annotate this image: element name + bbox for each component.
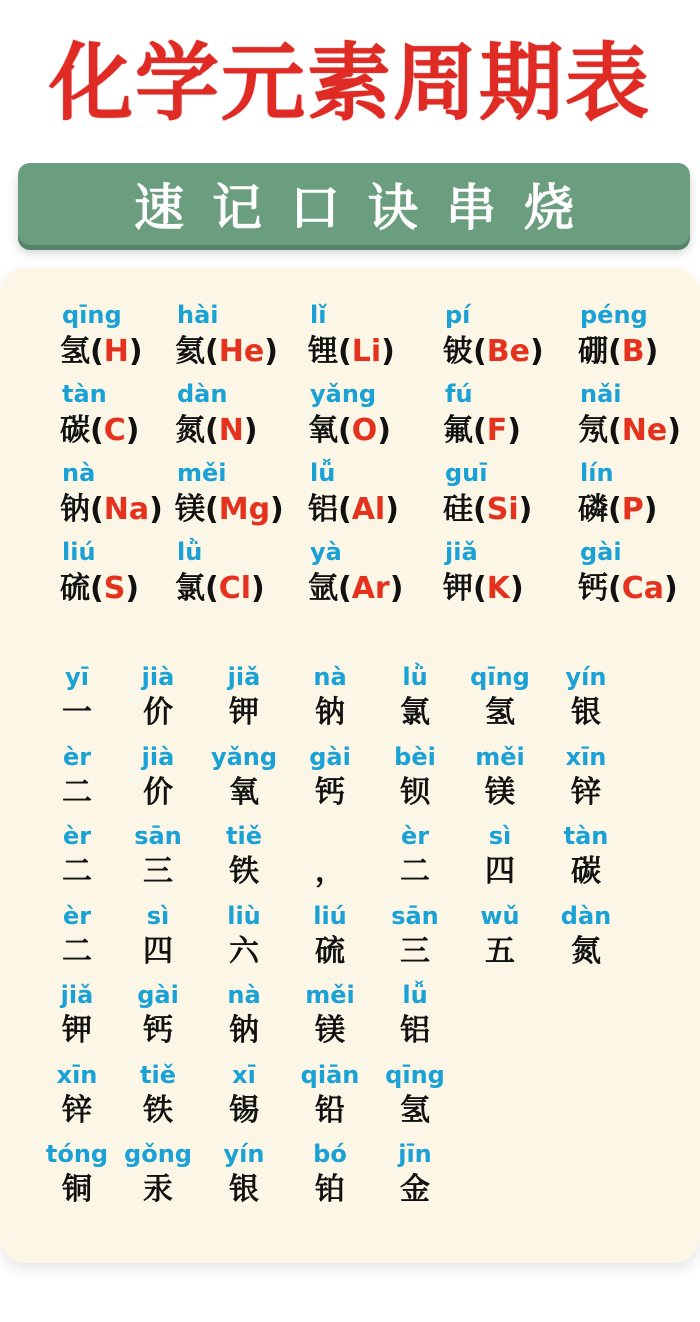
mnemonic-cell (35, 1060, 119, 1132)
mnemonic-cell (288, 662, 372, 734)
mnemonic-character: 银 (229, 1172, 259, 1207)
close-paren: ) (529, 334, 544, 369)
mnemonic-character: 铁 (229, 854, 259, 889)
mnemonic-pinyin: sān (134, 822, 182, 850)
element-name-line (443, 409, 573, 453)
mnemonic-cell (202, 662, 286, 734)
mnemonic-character: 三 (400, 934, 430, 969)
mnemonic-pinyin: tiě (140, 1061, 176, 1089)
mnemonic-character: 锌 (62, 1093, 92, 1128)
mnemonic-pinyin: jiǎ (60, 981, 94, 1009)
mnemonic-pinyin: jià (141, 663, 175, 691)
mnemonic-cell (458, 821, 542, 893)
mnemonic-pinyin: èr (400, 822, 430, 850)
mnemonic-character: 镁 (315, 1013, 345, 1048)
mnemonic-pinyin: yī (65, 663, 89, 691)
open-paren: ( (90, 492, 104, 527)
open-paren: ( (473, 334, 487, 369)
mnemonic-character: 三 (143, 854, 173, 889)
close-paren: ) (243, 413, 258, 448)
mnemonic-cell (373, 662, 457, 734)
element-cell (578, 537, 700, 611)
open-paren: ( (608, 492, 622, 527)
element-name-line (175, 330, 305, 374)
close-paren: ) (381, 334, 395, 369)
element-pinyin: guī (445, 459, 488, 487)
element-pinyin: tàn (62, 380, 107, 408)
mnemonic-character: 碳 (571, 854, 601, 889)
mnemonic-cell (288, 1139, 372, 1211)
mnemonic-character: 氢 (485, 695, 515, 730)
close-paren: ) (270, 492, 284, 527)
element-symbol: Ne (621, 413, 668, 448)
element-name-line (60, 567, 190, 611)
mnemonic-pinyin: èr (62, 902, 92, 930)
mnemonic-pinyin: měi (475, 743, 525, 771)
element-name-line (308, 567, 438, 611)
open-paren: ( (608, 334, 622, 369)
element-symbol: O (351, 413, 378, 448)
element-cell (60, 458, 190, 532)
mnemonic-pinyin: qiān (300, 1061, 360, 1089)
element-symbol: S (103, 571, 126, 606)
mnemonic-character: 氮 (571, 934, 601, 969)
mnemonic-character: 氯 (400, 695, 430, 730)
element-symbol: Ca (621, 571, 664, 606)
open-paren: ( (90, 413, 104, 448)
element-cell (308, 458, 438, 532)
mnemonic-pinyin: xīn (56, 1061, 98, 1089)
element-symbol: Ar (351, 571, 390, 606)
element-character: 氩 (308, 571, 338, 606)
mnemonic-character: 一 (62, 695, 92, 730)
mnemonic-character: ， (315, 854, 345, 889)
element-name-line (60, 409, 190, 453)
close-paren: ) (663, 571, 678, 606)
element-character: 氮 (175, 413, 205, 448)
mnemonic-character: 钾 (229, 695, 259, 730)
mnemonic-character: 价 (143, 695, 173, 730)
mnemonic-cell (116, 1060, 200, 1132)
element-symbol: C (103, 413, 126, 448)
mnemonic-pinyin: měi (305, 981, 355, 1009)
mnemonic-cell (373, 821, 457, 893)
element-symbol: He (218, 334, 265, 369)
mnemonic-character: 硫 (315, 934, 345, 969)
element-pinyin: dàn (177, 380, 228, 408)
close-paren: ) (518, 492, 533, 527)
mnemonic-pinyin: tiě (226, 822, 262, 850)
mnemonic-pinyin: bèi (394, 743, 436, 771)
mnemonic-pinyin: lǚ (402, 981, 428, 1009)
element-character: 铝 (308, 492, 338, 527)
element-name-line (578, 409, 700, 453)
mnemonic-cell (202, 1060, 286, 1132)
mnemonic-cell (458, 742, 542, 814)
element-cell (578, 300, 700, 374)
element-pinyin: liú (62, 538, 96, 566)
mnemonic-pinyin: liù (227, 902, 261, 930)
element-name-line (175, 409, 305, 453)
close-paren: ) (377, 413, 391, 448)
close-paren: ) (509, 571, 524, 606)
mnemonic-character: 氧 (229, 775, 259, 810)
mnemonic-cell (202, 821, 286, 893)
element-pinyin: nà (62, 459, 96, 487)
close-paren: ) (125, 413, 140, 448)
mnemonic-pinyin (288, 821, 372, 851)
open-paren: ( (473, 492, 487, 527)
element-cell (175, 537, 305, 611)
mnemonic-character: 钠 (229, 1013, 259, 1048)
element-cell (578, 379, 700, 453)
mnemonic-pinyin: jià (141, 743, 175, 771)
open-paren: ( (338, 571, 352, 606)
element-cell (175, 458, 305, 532)
mnemonic-pinyin: qīng (385, 1061, 445, 1089)
mnemonic-character: 钙 (143, 1013, 173, 1048)
mnemonic-character: 价 (143, 775, 173, 810)
element-symbol: B (621, 334, 645, 369)
subtitle-banner (18, 163, 690, 245)
mnemonic-pinyin: dàn (560, 902, 612, 930)
element-pinyin: yǎng (310, 380, 377, 408)
element-symbol: Si (486, 492, 519, 527)
open-paren: ( (90, 571, 104, 606)
element-character: 钾 (443, 571, 473, 606)
element-character: 锂 (308, 334, 338, 369)
element-name-line (308, 488, 438, 532)
element-name-line (443, 567, 573, 611)
element-name-line (443, 488, 573, 532)
element-pinyin: yà (310, 538, 342, 566)
mnemonic-cell (458, 901, 542, 973)
open-paren: ( (205, 334, 219, 369)
mnemonic-character: 铜 (62, 1172, 92, 1207)
mnemonic-pinyin: tàn (563, 822, 609, 850)
mnemonic-pinyin: lǜ (402, 663, 428, 691)
mnemonic-character: 钡 (400, 775, 430, 810)
mnemonic-character: 铁 (143, 1093, 173, 1128)
mnemonic-pinyin: gǒng (124, 1140, 192, 1168)
element-pinyin: hài (177, 301, 219, 329)
mnemonic-cell (202, 1139, 286, 1211)
close-paren: ) (507, 413, 521, 448)
mnemonic-cell (373, 1139, 457, 1211)
open-paren: ( (473, 413, 487, 448)
mnemonic-cell (116, 901, 200, 973)
mnemonic-pinyin: sān (391, 902, 439, 930)
mnemonic-pinyin: jiǎ (227, 663, 261, 691)
element-pinyin: pí (445, 301, 471, 329)
mnemonic-character: 铅 (315, 1093, 345, 1128)
open-paren: ( (338, 492, 352, 527)
element-name-line (578, 330, 700, 374)
element-name-line (308, 409, 438, 453)
element-pinyin: lín (580, 459, 614, 487)
element-character: 钠 (60, 492, 90, 527)
mnemonic-cell (288, 821, 372, 893)
mnemonic-pinyin: jīn (398, 1140, 432, 1168)
open-paren: ( (205, 571, 219, 606)
element-cell (443, 458, 573, 532)
mnemonic-character: 六 (229, 934, 259, 969)
close-paren: ) (149, 492, 163, 527)
open-paren: ( (338, 413, 352, 448)
element-cell (443, 300, 573, 374)
element-cell (308, 379, 438, 453)
mnemonic-cell (35, 980, 119, 1052)
mnemonic-pinyin: èr (62, 743, 92, 771)
element-cell (60, 300, 190, 374)
element-pinyin: lǚ (310, 459, 336, 487)
element-character: 硅 (443, 492, 473, 527)
close-paren: ) (389, 571, 404, 606)
mnemonic-pinyin: gài (137, 981, 179, 1009)
element-name-line (308, 330, 438, 374)
mnemonic-pinyin: xī (232, 1061, 256, 1089)
mnemonic-character: 金 (400, 1172, 430, 1207)
page-title: 化学元素周期表 (48, 34, 651, 132)
element-cell (60, 379, 190, 453)
element-pinyin: fú (445, 380, 473, 408)
mnemonic-cell (35, 901, 119, 973)
mnemonic-character: 铝 (400, 1013, 430, 1048)
mnemonic-cell (116, 662, 200, 734)
mnemonic-cell (458, 662, 542, 734)
element-cell (308, 300, 438, 374)
mnemonic-character: 镁 (485, 775, 515, 810)
mnemonic-cell (373, 901, 457, 973)
element-symbol: Mg (218, 492, 271, 527)
mnemonic-cell (288, 980, 372, 1052)
element-character: 铍 (443, 334, 473, 369)
element-character: 氧 (308, 413, 338, 448)
mnemonic-cell (373, 1060, 457, 1132)
element-pinyin: lǐ (310, 301, 327, 329)
mnemonic-pinyin: sì (146, 902, 170, 930)
element-character: 镁 (175, 492, 205, 527)
element-symbol: H (103, 334, 129, 369)
mnemonic-cell (35, 662, 119, 734)
mnemonic-cell (35, 1139, 119, 1211)
element-character: 氦 (175, 334, 205, 369)
close-paren: ) (128, 334, 143, 369)
element-cell (443, 537, 573, 611)
mnemonic-pinyin: nà (227, 981, 261, 1009)
close-paren: ) (643, 492, 658, 527)
close-paren: ) (264, 334, 278, 369)
element-character: 氖 (578, 413, 608, 448)
element-pinyin: qīng (62, 301, 122, 329)
element-character: 磷 (578, 492, 608, 527)
mnemonic-character: 二 (400, 854, 430, 889)
mnemonic-character: 铂 (315, 1172, 345, 1207)
element-name-line (60, 330, 190, 374)
mnemonic-character: 汞 (143, 1172, 173, 1207)
mnemonic-character: 钠 (315, 695, 345, 730)
subtitle-text: 速记口诀串烧 (134, 179, 602, 237)
mnemonic-pinyin: sì (488, 822, 512, 850)
element-character: 氟 (443, 413, 473, 448)
open-paren: ( (205, 413, 219, 448)
open-paren: ( (608, 413, 622, 448)
element-cell (578, 458, 700, 532)
element-symbol: Li (351, 334, 382, 369)
mnemonic-pinyin: qīng (470, 663, 530, 691)
mnemonic-character: 钾 (62, 1013, 92, 1048)
element-cell (443, 379, 573, 453)
mnemonic-cell (544, 901, 628, 973)
element-cell (60, 537, 190, 611)
element-pinyin: nǎi (580, 380, 622, 408)
mnemonic-cell (35, 742, 119, 814)
element-symbol: K (486, 571, 510, 606)
close-paren: ) (644, 334, 659, 369)
mnemonic-cell (202, 901, 286, 973)
element-symbol: F (486, 413, 508, 448)
mnemonic-cell (373, 742, 457, 814)
mnemonic-pinyin: yǎng (210, 743, 278, 771)
mnemonic-cell (288, 901, 372, 973)
element-character: 碳 (60, 413, 90, 448)
mnemonic-cell (35, 821, 119, 893)
element-cell (175, 300, 305, 374)
mnemonic-cell (288, 742, 372, 814)
element-symbol: P (621, 492, 644, 527)
mnemonic-pinyin: yín (223, 1140, 265, 1168)
mnemonic-character: 锌 (571, 775, 601, 810)
mnemonic-character: 五 (485, 934, 515, 969)
open-paren: ( (205, 492, 219, 527)
element-character: 硫 (60, 571, 90, 606)
mnemonic-character: 二 (62, 775, 92, 810)
element-symbol: Na (103, 492, 150, 527)
element-name-line (60, 488, 190, 532)
element-cell (175, 379, 305, 453)
element-symbol: N (218, 413, 244, 448)
mnemonic-character: 四 (485, 854, 515, 889)
mnemonic-character: 银 (571, 695, 601, 730)
mnemonic-character: 氢 (400, 1093, 430, 1128)
element-pinyin: měi (177, 459, 227, 487)
mnemonic-cell (373, 980, 457, 1052)
element-pinyin: gài (580, 538, 622, 566)
mnemonic-cell (116, 742, 200, 814)
mnemonic-cell (544, 662, 628, 734)
mnemonic-pinyin: bó (313, 1140, 347, 1168)
element-character: 氯 (175, 571, 205, 606)
element-character: 钙 (578, 571, 608, 606)
element-name-line (578, 488, 700, 532)
element-name-line (443, 330, 573, 374)
element-symbol: Be (486, 334, 530, 369)
mnemonic-cell (202, 980, 286, 1052)
element-character: 氢 (60, 334, 90, 369)
mnemonic-pinyin: tóng (45, 1140, 109, 1168)
open-paren: ( (473, 571, 487, 606)
mnemonic-character: 二 (62, 854, 92, 889)
mnemonic-pinyin: gài (309, 743, 351, 771)
mnemonic-character: 二 (62, 934, 92, 969)
open-paren: ( (90, 334, 104, 369)
element-symbol: Al (351, 492, 386, 527)
element-name-line (578, 567, 700, 611)
element-pinyin: péng (580, 301, 648, 329)
close-paren: ) (385, 492, 399, 527)
mnemonic-cell (202, 742, 286, 814)
element-character: 硼 (578, 334, 608, 369)
mnemonic-cell (288, 1060, 372, 1132)
mnemonic-cell (116, 1139, 200, 1211)
mnemonic-cell (116, 821, 200, 893)
mnemonic-cell (544, 742, 628, 814)
mnemonic-character: 钙 (315, 775, 345, 810)
mnemonic-pinyin: yín (565, 663, 607, 691)
mnemonic-character: 锡 (229, 1093, 259, 1128)
mnemonic-pinyin: èr (62, 822, 92, 850)
mnemonic-pinyin: liú (313, 902, 347, 930)
mnemonic-character: 四 (143, 934, 173, 969)
mnemonic-pinyin: xīn (565, 743, 607, 771)
close-paren: ) (667, 413, 681, 448)
mnemonic-cell (116, 980, 200, 1052)
mnemonic-cell (544, 821, 628, 893)
close-paren: ) (251, 571, 265, 606)
element-pinyin: lǜ (177, 538, 203, 566)
element-symbol: Cl (218, 571, 252, 606)
mnemonic-pinyin: wǔ (480, 902, 520, 930)
element-name-line (175, 488, 305, 532)
element-cell (308, 537, 438, 611)
mnemonic-pinyin: nà (313, 663, 347, 691)
element-name-line (175, 567, 305, 611)
element-pinyin: jiǎ (445, 538, 478, 566)
close-paren: ) (125, 571, 140, 606)
open-paren: ( (338, 334, 352, 369)
open-paren: ( (608, 571, 622, 606)
